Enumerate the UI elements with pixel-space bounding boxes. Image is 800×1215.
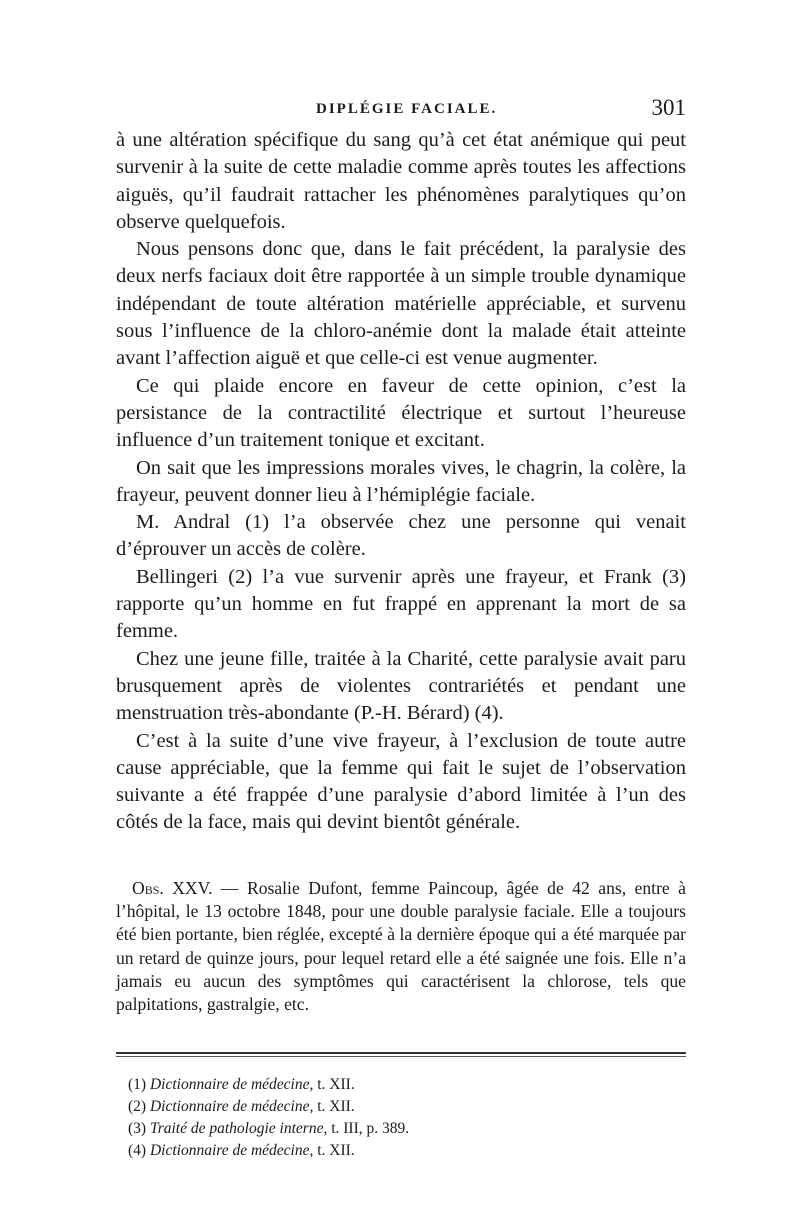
paragraph: Nous pensons donc que, dans le fait précédent, la paralysie des deux nerfs faciaux doit être rapportée à un simple trouble dynamique indépendant de toute altération matérielle appréciable, et survenu sous l’influence de la chloro-anémie dont la malade était atteinte avant l’affection aiguë et que celle-ci est venue augmenter. bbox=[116, 238, 686, 370]
footnote-title: Dictionnaire de médecine, bbox=[149, 1098, 314, 1115]
footnote-rule bbox=[116, 1052, 686, 1057]
footnote-ref: t. XII. bbox=[313, 1076, 355, 1093]
observation-label: Obs. XXV. bbox=[132, 878, 213, 898]
running-head bbox=[116, 95, 686, 125]
running-title: DIPLÉGIE FACIALE. bbox=[316, 101, 498, 117]
footnote bbox=[128, 1074, 668, 1096]
footnotes bbox=[128, 1074, 668, 1162]
footnote-number: (4) bbox=[128, 1142, 147, 1159]
observation-paragraph bbox=[116, 877, 686, 1016]
footnote-ref: t. III, p. 389. bbox=[327, 1120, 410, 1137]
footnote-ref: t. XII. bbox=[313, 1098, 355, 1115]
footnote-number: (1) bbox=[128, 1076, 147, 1093]
footnote bbox=[128, 1140, 668, 1162]
observation-block bbox=[116, 877, 686, 1016]
footnote-title: Dictionnaire de médecine, bbox=[149, 1076, 314, 1093]
footnote-ref: t. XII. bbox=[313, 1142, 355, 1159]
paragraph: C’est à la suite d’une vive frayeur, à l’exclusion de toute autre cause appréciable, que la femme qui fait le sujet de l’observation suivante a été frappée d’une paralysie d’abord limitée à l’un des côtés de la face, mais qui devint bientôt générale. bbox=[116, 729, 686, 834]
observation-text: — Rosalie Dufont, femme Paincoup, âgée de 42 ans, entre à l’hôpital, le 13 octobre 1848, pour une double paralysie faciale. Elle a toujours été bien portante, bien réglée, excepté à la dernière époque qui a été marquée par un retard de quinze jours, pour lequel retard elle a été saignée une fois. Elle n’a jamais eu aucun des symptômes qui caractérisent la chlorose, tels que palpitations, gastralgie, etc. bbox=[116, 878, 686, 1015]
footnote-number: (2) bbox=[128, 1098, 147, 1115]
paragraph: Chez une jeune fille, traitée à la Charité, cette paralysie avait paru brusquement après de violentes contrariétés et pendant une menstruation très-abondante (P.-H. Bérard) (4). bbox=[116, 647, 686, 725]
paragraph: Ce qui plaide encore en faveur de cette opinion, c’est la persistance de la contractilité électrique et surtout l’heureuse influence d’un traitement tonique et excitant. bbox=[116, 374, 686, 452]
footnote bbox=[128, 1118, 668, 1140]
footnote bbox=[128, 1096, 668, 1118]
paragraph: M. Andral (1) l’a observée chez une personne qui venait d’éprouver un accès de colère. bbox=[116, 511, 686, 561]
footnote-number: (3) bbox=[128, 1120, 147, 1137]
paragraph: On sait que les impressions morales vives, le chagrin, la colère, la frayeur, peuvent donner lieu à l’hémiplégie faciale. bbox=[116, 456, 686, 506]
footnote-title: Traité de pathologie interne, bbox=[149, 1120, 328, 1137]
page-number: 301 bbox=[651, 95, 686, 120]
footnote-title: Dictionnaire de médecine, bbox=[149, 1142, 314, 1159]
paragraph: Bellingeri (2) l’a vue survenir après une frayeur, et Frank (3) rapporte qu’un homme en fut frappé en apprenant la mort de sa femme. bbox=[116, 565, 686, 643]
body-text bbox=[116, 127, 686, 837]
paragraph: à une altération spécifique du sang qu’à cet état anémique qui peut survenir à la suite de cette maladie comme après toutes les affections aiguës, qu’il faudrait rattacher les phénomènes paralytiques qu’on observe quelquefois. bbox=[116, 129, 686, 233]
